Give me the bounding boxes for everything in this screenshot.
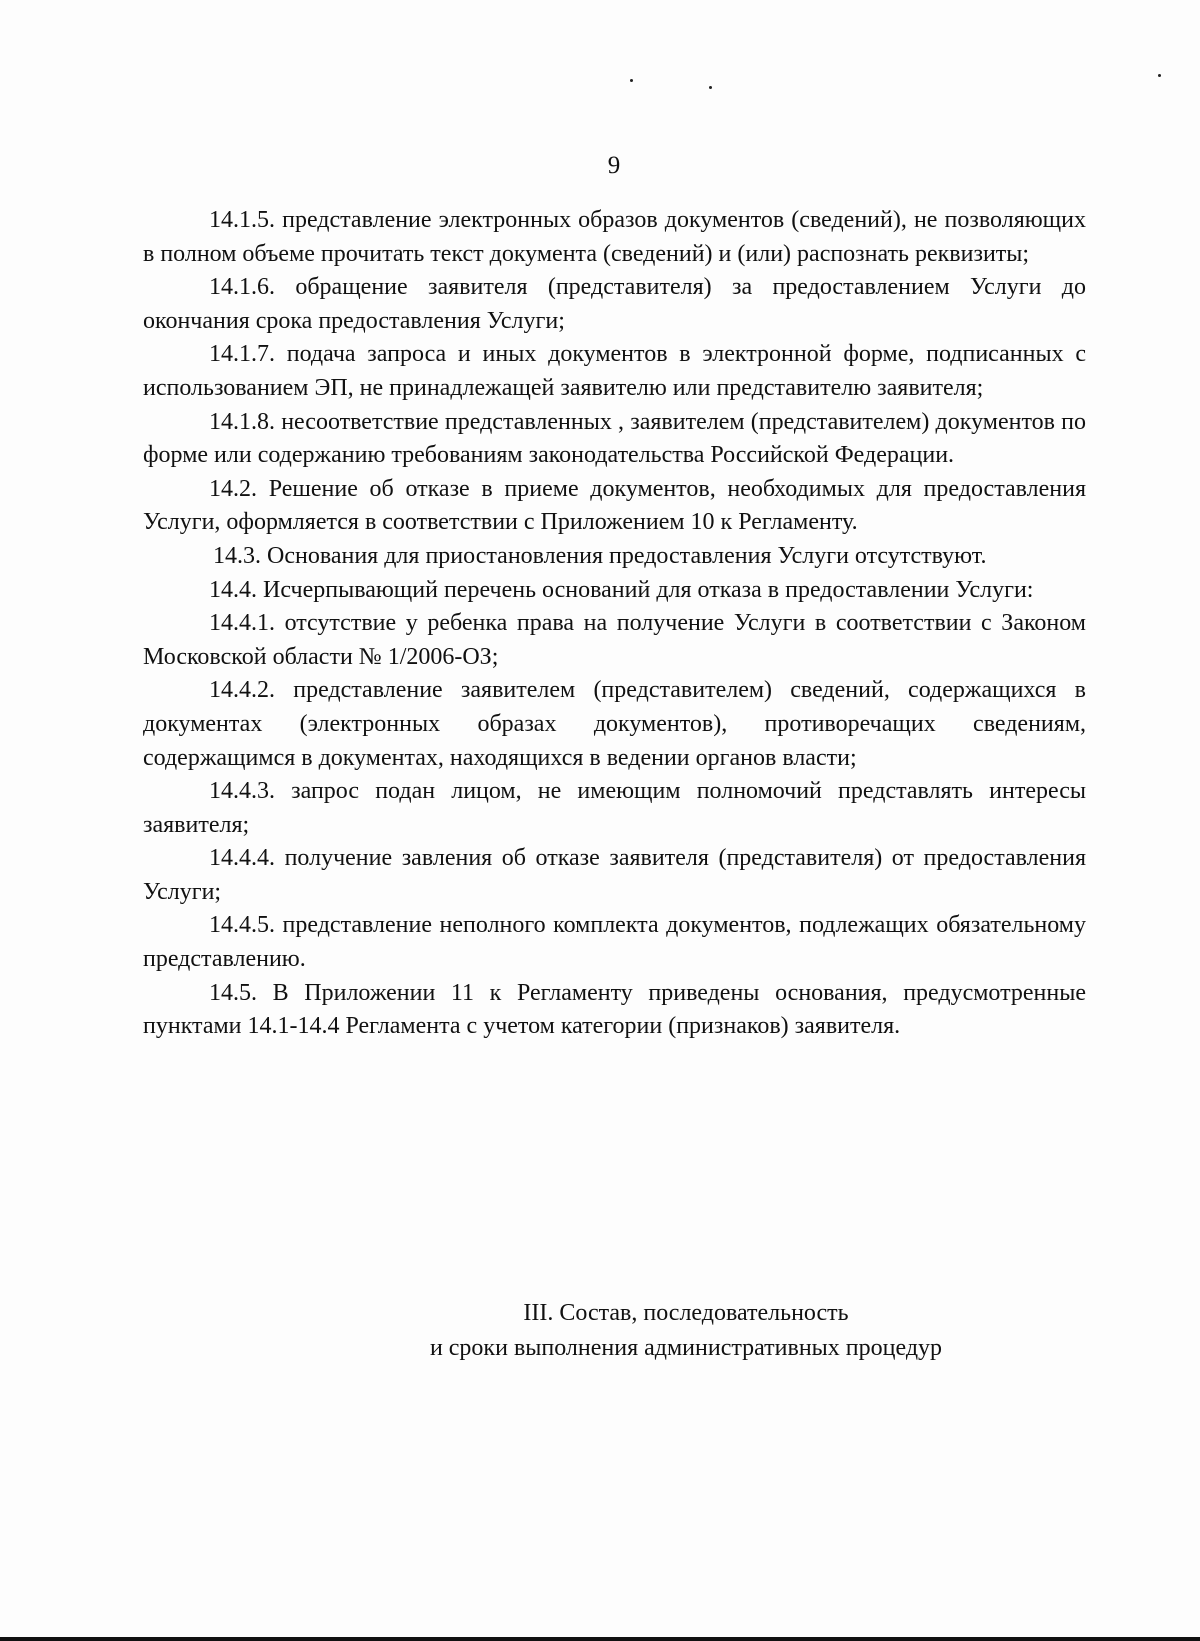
paragraph-14-4-3: 14.4.3. запрос подан лицом, не имеющим полномочий представлять интересы заявителя; [143, 778, 1086, 838]
scan-speck [630, 79, 633, 82]
paragraph-14-4-4: 14.4.4. получение завления об отказе заявителя (представителя) от предоставления Услуги; [143, 845, 1086, 905]
paragraph-14-4-5: 14.4.5. представление неполного комплекта документов, подлежащих обязательному представлению. [143, 912, 1086, 973]
paragraph-14-1-8: 14.1.8. несоответствие представленных , заявителем (представителем) документов по форме или содержанию требованиям законодательства Российской Федерации. [143, 408, 1086, 469]
section-heading [143, 1296, 1200, 1366]
paragraph-14-2: 14.2. Решение об отказе в приеме документов, необходимых для предоставления Услуги, оформляется в соответствии с Приложением 10 к Регламенту. [143, 475, 1086, 536]
paragraph-14-4-1: 14.4.1. отсутствие у ребенка права на получение Услуги в соответствии с Законом Московской области № 1/2006-ОЗ; [143, 610, 1086, 670]
scan-bottom-edge [0, 1637, 1200, 1641]
section-heading-line-2: и сроки выполнения административных процедур [429, 1335, 943, 1361]
paragraph-14-4: 14.4. Исчерпывающий перечень оснований для отказа в предоставлении Услуги: [209, 576, 1034, 603]
paragraph-14-1-6: 14.1.6. обращение заявителя (представителя) за предоставлением Услуги до окончания срока предоставления Услуги; [143, 274, 1086, 334]
scan-speck [709, 86, 712, 89]
section-heading-line-1: III. Состав, последовательность [523, 1300, 849, 1326]
document-body [143, 204, 1086, 1044]
paragraph-14-1-7: 14.1.7. подача запроса и иных документов в электронной форме, подписанных с использованием ЭП, не принадлежащей заявителю или представителю заявителя; [143, 341, 1086, 401]
page-number: 9 [607, 152, 621, 179]
scan-speck [1158, 74, 1161, 77]
paragraph-14-3: 14.3. Основания для приостановления предоставления Услуги отсутствуют. [213, 542, 987, 569]
paragraph-14-5: 14.5. В Приложении 11 к Регламенту приведены основания, предусмотренные пунктами 14.1-14.4 Регламента с учетом категории (признаков) заявителя. [143, 979, 1086, 1040]
paragraph-14-1-5: 14.1.5. представление электронных образов документов (сведений), не позволяющих в полном объеме прочитать текст документа (сведений) и (или) распознать реквизиты; [143, 207, 1086, 267]
paragraph-14-4-2: 14.4.2. представление заявителем (представителем) сведений, содержащихся в документах (электронных образах документов), противоречащих сведениям, содержащимся в документах, находящихся в ведении органов власти; [143, 677, 1086, 771]
